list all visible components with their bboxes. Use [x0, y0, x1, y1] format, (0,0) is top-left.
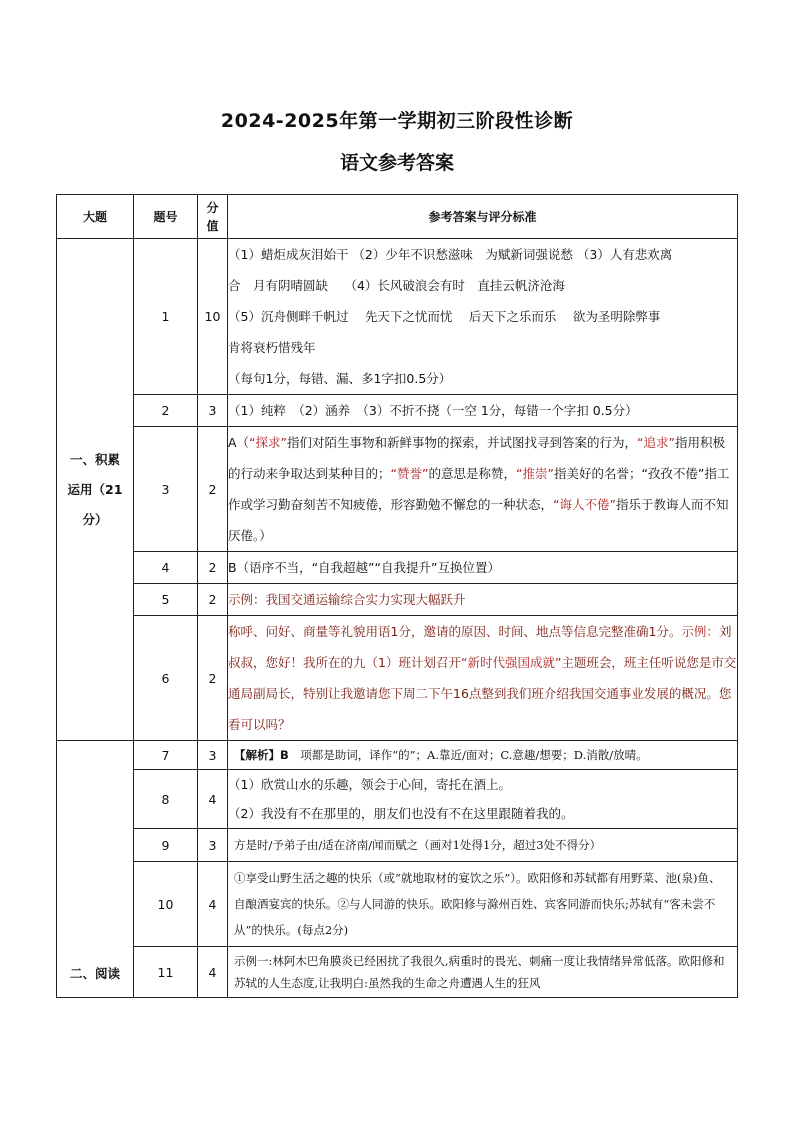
page-subtitle: 语文参考答案 [339, 152, 454, 174]
table-row [57, 770, 738, 829]
question-score: 2 [198, 552, 228, 584]
answer-cell: ①享受山野生活之趣的快乐（或“就地取材的宴饮之乐”）。欧阳修和苏轼都有用野菜、池(泉)鱼、自酿酒宴宾的快乐。②与人同游的快乐。欧阳修与滁州百姓、宾客同游而快乐;苏轼有“客未尝不从”的快乐。(每点2分) [228, 862, 738, 947]
header-score [198, 195, 228, 239]
header-score-a: 分 [206, 200, 219, 215]
question-score: 2 [198, 584, 228, 616]
answer-cell: （1）欣赏山水的乐趣，领会于心间，寄托在酒上。 （2）我没有不在那里的，朋友们也没有不在这里跟随着我的。 [228, 770, 738, 829]
table-row [57, 829, 738, 862]
question-score: 3 [198, 829, 228, 862]
answer-cell: 示例：我国交通运输综合实力实现大幅跃升 [228, 584, 738, 616]
answer-table [56, 194, 738, 998]
section-label-2: 二、阅读 [57, 741, 134, 998]
table-row [57, 584, 738, 616]
header-score-b: 值 [206, 218, 219, 233]
answer-cell: B（语序不当，“自我超越”“自我提升”互换位置） [228, 552, 738, 584]
answer-cell: （1）蜡炬成灰泪始干 （2）少年不识愁滋味 为赋新词强说愁 （3）人有悲欢离 合 月有阴晴圆缺 （4）长风破浪会有时 直挂云帆济沧海 （5）沉舟侧畔千帆过 先天下之忧而忧 后天下之乐而乐 欲为圣明除弊事 肯将衰朽惜残年 （每句1分，每错、漏、多1字扣0.5分） [228, 239, 738, 395]
question-score: 3 [198, 395, 228, 427]
answer-cell: A（“探求”指们对陌生事物和新鲜事物的探索，并试图找寻到答案的行为，“追求”指用积极的行动来争取达到某种目的；“赞誉”的意思是称赞，“推崇”指美好的名誉；“孜孜不倦”指工作或学习勤奋刻苦不知疲倦，形容勤勉不懈怠的一种状态，“诲人不倦”指乐于教诲人而不知厌倦。） [228, 427, 738, 552]
table-row [57, 239, 738, 395]
question-score: 3 [198, 741, 228, 770]
table-row [57, 741, 738, 770]
table-row [57, 552, 738, 584]
question-score: 2 [198, 616, 228, 741]
question-number: 7 [134, 741, 198, 770]
question-number: 3 [134, 427, 198, 552]
question-score: 4 [198, 862, 228, 947]
page-title: 2024-2025年第一学期初三阶段性诊断 [220, 110, 574, 132]
question-score: 10 [198, 239, 228, 395]
header-answer: 参考答案与评分标准 [228, 195, 738, 239]
question-number: 6 [134, 616, 198, 741]
table-row [57, 947, 738, 998]
table-row [57, 616, 738, 741]
question-number: 9 [134, 829, 198, 862]
answer-cell: 【解析】B 项都是助词，译作“的”；A.靠近/面对；C.意趣/想要；D.消散/放晴。 [228, 741, 738, 770]
question-number: 5 [134, 584, 198, 616]
table-header-row [57, 195, 738, 239]
answer-cell: 示例一:林阿木巴角膜炎已经困扰了我很久,病重时的畏光、刺痛一度让我情绪异常低落。欧阳修和苏轼的人生态度,让我明白:虽然我的生命之舟遭遇人生的狂风 [228, 947, 738, 998]
table-row [57, 395, 738, 427]
question-score: 4 [198, 947, 228, 998]
answer-cell: 称呼、问好、商量等礼貌用语1分，邀请的原因、时间、地点等信息完整准确1分。示例：刘叔叔，您好！我所在的九（1）班计划召开“新时代强国成就”主题班会，班主任听说您是市交通局副局长，特别让我邀请您下周二下午16点整到我们班介绍我国交通事业发展的概况。您看可以吗？ [228, 616, 738, 741]
question-number: 10 [134, 862, 198, 947]
question-number: 11 [134, 947, 198, 998]
section-label-1: 一、积累运用（21分） [57, 239, 134, 741]
answer-cell: 方是时/予弟子由/适在济南/闻而赋之（画对1处得1分，超过3处不得分） [228, 829, 738, 862]
table-row [57, 427, 738, 552]
question-number: 1 [134, 239, 198, 395]
header-section: 大题 [57, 195, 134, 239]
question-number: 4 [134, 552, 198, 584]
header-number: 题号 [134, 195, 198, 239]
question-number: 8 [134, 770, 198, 829]
question-number: 2 [134, 395, 198, 427]
table-row [57, 862, 738, 947]
question-score: 2 [198, 427, 228, 552]
question-score: 4 [198, 770, 228, 829]
answer-cell: （1）纯粹 （2）涵养 （3）不折不挠（一空 1分，每错一个字扣 0.5分） [228, 395, 738, 427]
